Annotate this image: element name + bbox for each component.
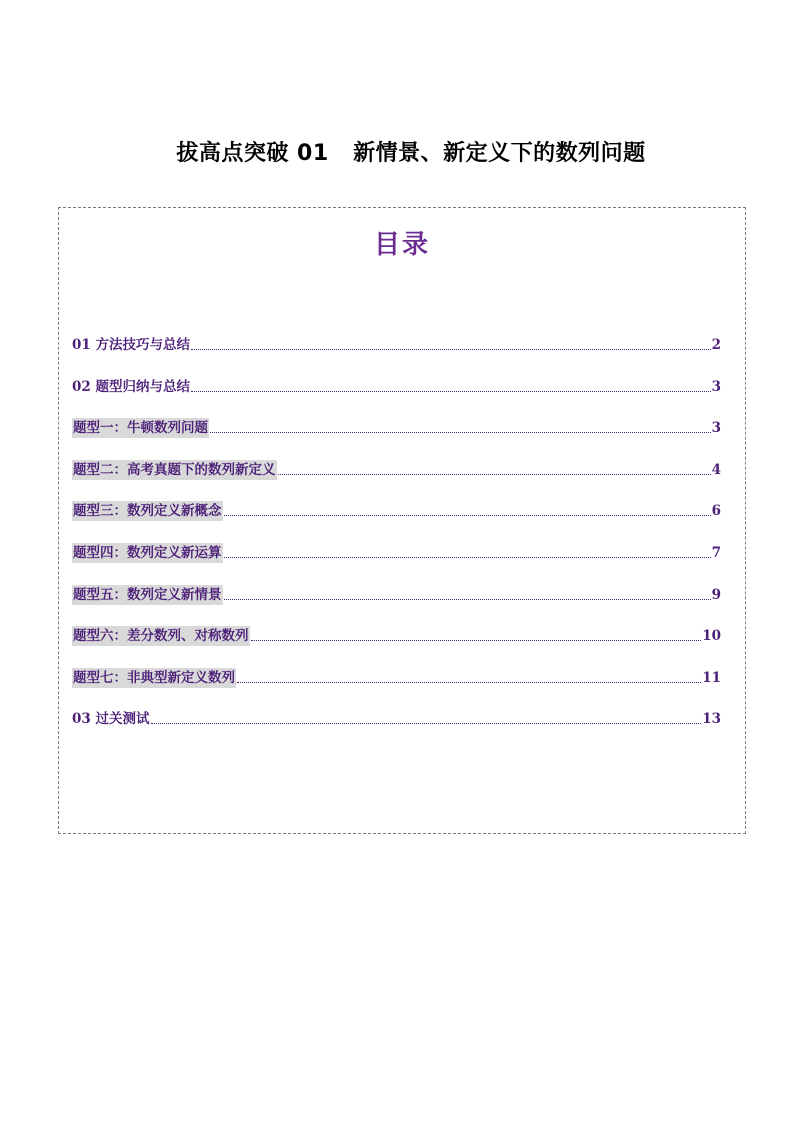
toc-entry-label: 题型四：数列定义新运算 [73,544,222,561]
toc-entry-label: 03 过关测试 [72,711,150,728]
toc-entry-page: 10 [702,628,721,645]
toc-entry[interactable] [72,460,721,480]
table-of-contents [58,207,746,834]
toc-entry-label: 02 题型归纳与总结 [72,378,190,395]
toc-leader-dots [251,640,702,641]
toc-entry-page: 11 [702,669,721,686]
toc-list [72,335,721,751]
toc-leader-dots [191,391,711,392]
toc-entry[interactable] [72,543,721,563]
toc-entry-page: 3 [711,378,721,395]
toc-entry-label: 题型一：牛顿数列问题 [73,420,208,437]
toc-entry-page: 13 [702,711,721,728]
toc-entry[interactable] [72,377,721,397]
toc-entry-label: 题型七：非典型新定义数列 [73,669,235,686]
toc-entry-label: 题型五：数列定义新情景 [73,586,222,603]
toc-entry-label: 01 方法技巧与总结 [72,337,190,353]
toc-entry-page: 4 [711,461,721,478]
toc-entry-label: 题型六：差分数列、对称数列 [73,628,249,645]
toc-leader-dots [191,349,711,350]
toc-leader-dots [224,557,711,558]
toc-entry[interactable] [72,418,721,438]
toc-leader-dots [224,515,711,516]
toc-leader-dots [151,723,702,724]
toc-entry[interactable] [72,335,721,355]
toc-leader-dots [210,432,711,433]
document-title: 拔高点突破 01 新情景、新定义下的数列问题 [176,141,646,166]
toc-entry-label: 题型三：数列定义新概念 [73,503,222,520]
toc-entry-page: 9 [711,586,721,603]
toc-entry-page: 6 [711,503,721,520]
toc-entry-page: 7 [711,544,721,561]
toc-entry-page: 3 [711,420,721,437]
toc-heading: 目录 [373,230,430,260]
toc-leader-dots [237,682,701,683]
toc-entry[interactable] [72,585,721,605]
toc-entry[interactable] [72,626,721,646]
toc-entry[interactable] [72,709,721,729]
toc-entry[interactable] [72,501,721,521]
toc-entry-page: 2 [711,337,721,353]
toc-entry[interactable] [72,668,721,688]
toc-leader-dots [224,599,711,600]
toc-leader-dots [278,474,711,475]
toc-entry-label: 题型二：高考真题下的数列新定义 [73,461,276,478]
